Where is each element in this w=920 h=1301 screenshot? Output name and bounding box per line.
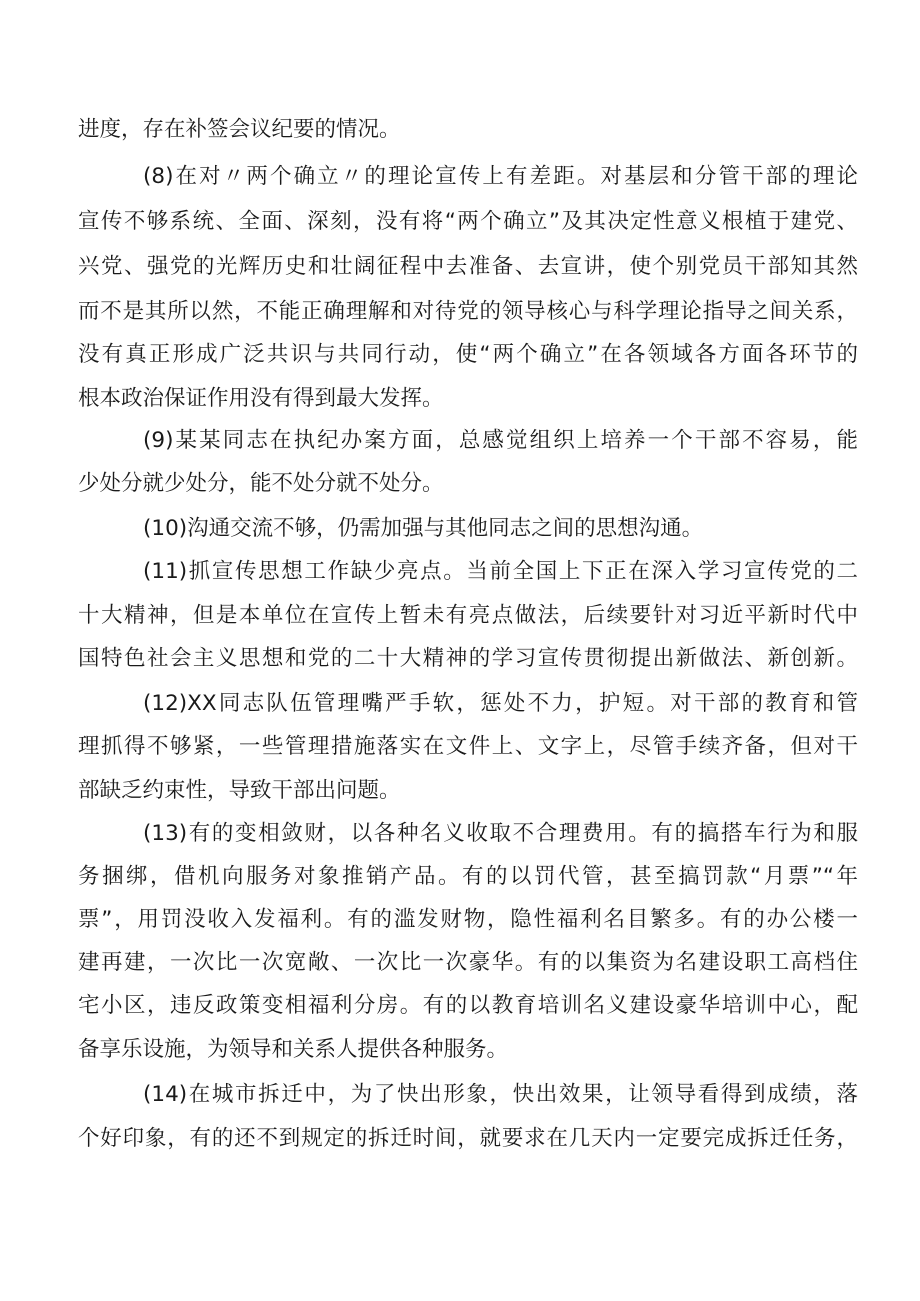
text-line: 务捆绑，借机向服务对象推销产品。有的以罚代管，甚至搞罚款“月票”“年 xyxy=(78,864,858,889)
text-line: 十大精神，但是本单位在宣传上暂未有亮点做法，后续要针对习近平新时代中 xyxy=(78,603,858,628)
text-line: 进度，存在补签会议纪要的情况。 xyxy=(78,117,401,142)
text-line: 而不是其所以然，不能正确理解和对待党的领导核心与科学理论指导之间关系， xyxy=(78,299,858,324)
text-line: 宣传不够系统、全面、深刻，没有将“两个确立”及其决定性意义根植于建党、 xyxy=(78,209,858,234)
text-line: 票”，用罚没收入发福利。有的滥发财物，隐性福利名目繁多。有的办公楼一 xyxy=(78,907,858,932)
text-line: 备享乐设施，为领导和关系人提供各种服务。 xyxy=(78,1037,509,1062)
text-line: 宅小区，违反政策变相福利分房。有的以教育培训名义建设豪华培训中心，配 xyxy=(78,993,858,1018)
text-line: 国特色社会主义思想和党的二十大精神的学习宣传贯彻提出新做法、新创新。 xyxy=(78,646,858,671)
text-line: 兴党、强党的光辉历史和壮阔征程中去准备、去宣讲，使个别党员干部知其然 xyxy=(78,254,858,279)
text-line: 理抓得不够紧，一些管理措施落实在文件上、文字上，尽管手续齐备，但对干 xyxy=(78,734,858,759)
paragraph-8-line: (8)在对〃两个确立〃的理论宣传上有差距。对基层和分管干部的理论 xyxy=(143,164,858,189)
text-line: 个好印象，有的还不到规定的拆迁时间，就要求在几天内一定要完成拆迁任务， xyxy=(78,1126,858,1151)
paragraph-12-line: (12)XX同志队伍管理嘴严手软，惩处不力，护短。对干部的教育和管 xyxy=(143,691,858,716)
paragraph-9-line: (9)某某同志在执纪办案方面，总感觉组织上培养一个干部不容易，能 xyxy=(143,428,858,453)
text-line: 部缺乏约束性，导致干部出问题。 xyxy=(78,778,401,803)
text-line: 没有真正形成广泛共识与共同行动，使“两个确立”在各领域各方面各环节的 xyxy=(78,342,858,367)
text-line: 根本政治保证作用没有得到最大发挥。 xyxy=(78,386,444,411)
text-line: 少处分就少处分，能不处分就不处分。 xyxy=(78,471,444,496)
paragraph-13-line: (13)有的变相敛财，以各种名义收取不合理费用。有的搞搭车行为和服 xyxy=(143,821,858,846)
paragraph-14-line: (14)在城市拆迁中，为了快出形象，快出效果，让领导看得到成绩，落 xyxy=(143,1082,858,1107)
text-line: 建再建，一次比一次宽敞、一次比一次豪华。有的以集资为名建设职工高档住 xyxy=(78,950,858,975)
paragraph-10-line: (10)沟通交流不够，仍需加强与其他同志之间的思想沟通。 xyxy=(143,516,704,541)
paragraph-11-line: (11)抓宣传思想工作缺少亮点。当前全国上下正在深入学习宣传党的二 xyxy=(143,559,858,584)
